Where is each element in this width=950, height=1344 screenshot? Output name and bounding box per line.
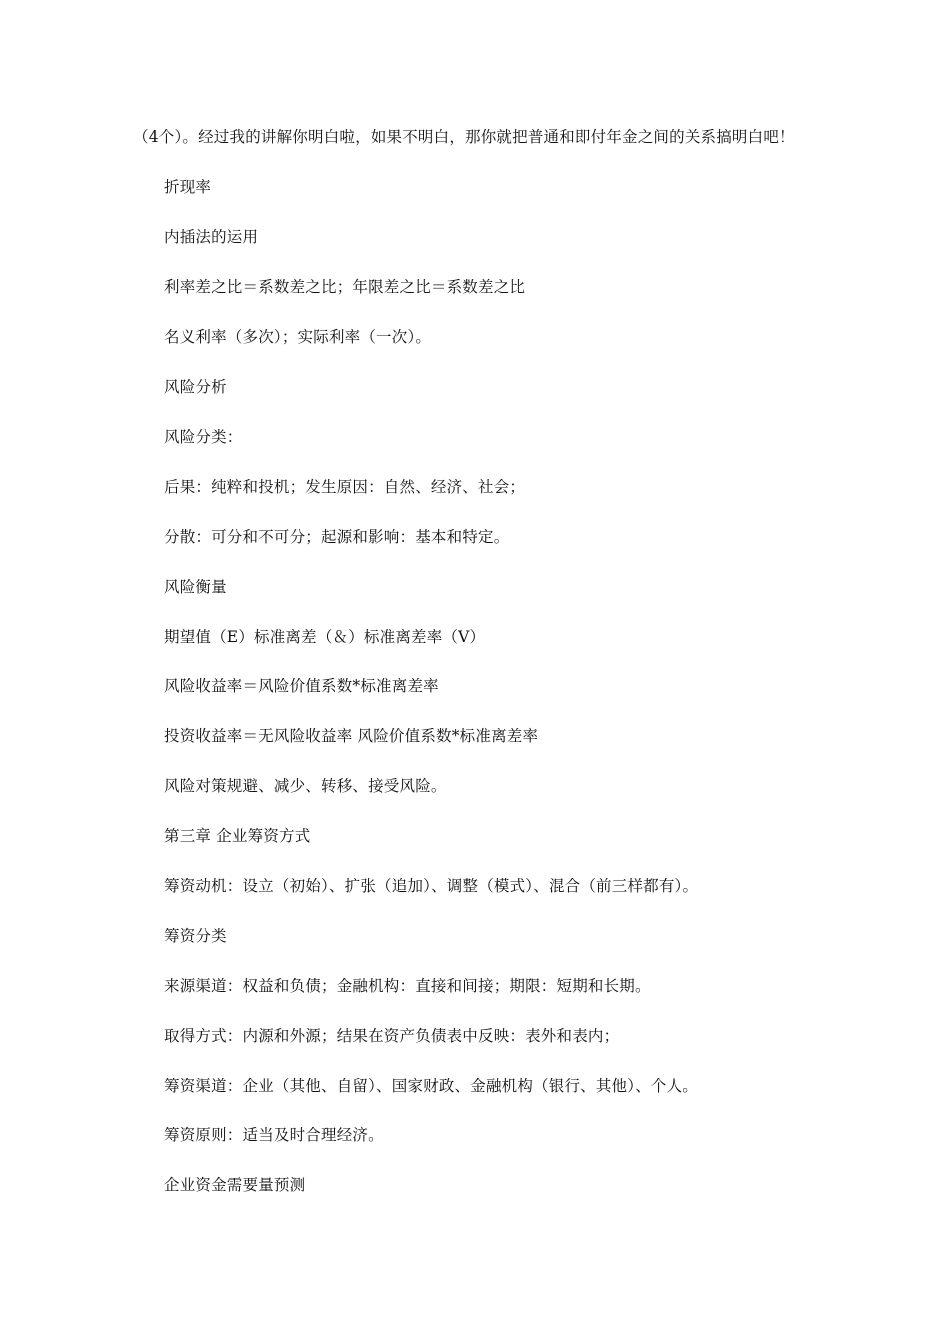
text-financing-channel: 筹资渠道：企业（其他、自留）、国家财政、金融机构（银行、其他）、个人。 — [164, 1077, 699, 1095]
text-expected-value: 期望值（E）标准离差（＆）标准离差率（V） — [164, 628, 486, 646]
heading-discount-rate: 折现率 — [164, 178, 212, 196]
text-risk-return-formula: 风险收益率＝风险价值系数*标准离差率 — [164, 677, 439, 695]
text-risk-strategy: 风险对策规避、减少、转移、接受风险。 — [164, 777, 447, 795]
text-financing-motive: 筹资动机：设立（初始）、扩张（追加）、调整（模式）、混合（前三样都有）。 — [164, 877, 699, 895]
heading-risk-measurement: 风险衡量 — [164, 578, 227, 596]
text-investment-return-formula: 投资收益率＝无风险收益率 风险价值系数*标准离差率 — [164, 727, 539, 745]
chapter-title: 第三章 企业筹资方式 — [164, 827, 311, 845]
text-risk-consequence: 后果：纯粹和投机；发生原因：自然、经济、社会； — [164, 478, 526, 496]
text-financing-method: 取得方式：内源和外源；结果在资产负债表中反映：表外和表内； — [164, 1027, 620, 1045]
heading-financing-classification: 筹资分类 — [164, 927, 227, 945]
text-financing-principle: 筹资原则：适当及时合理经济。 — [164, 1126, 384, 1144]
text-financing-source: 来源渠道：权益和负债；金融机构：直接和间接；期限：短期和长期。 — [164, 977, 651, 995]
heading-risk-analysis: 风险分析 — [164, 378, 227, 396]
text-nominal-rate: 名义利率（多次）；实际利率（一次）。 — [164, 328, 432, 346]
heading-capital-forecast: 企业资金需要量预测 — [164, 1176, 306, 1194]
text-risk-dispersion: 分散：可分和不可分；起源和影响：基本和特定。 — [164, 528, 510, 546]
text-ratio-rule: 利率差之比＝系数差之比；年限差之比＝系数差之比 — [164, 278, 526, 296]
heading-interpolation: 内插法的运用 — [164, 228, 259, 246]
paragraph-continuation: （4个）。经过我的讲解你明白啦，如果不明白，那你就把普通和即付年金之间的关系搞明白吧！ — [133, 128, 795, 146]
heading-risk-classification: 风险分类： — [164, 428, 243, 446]
